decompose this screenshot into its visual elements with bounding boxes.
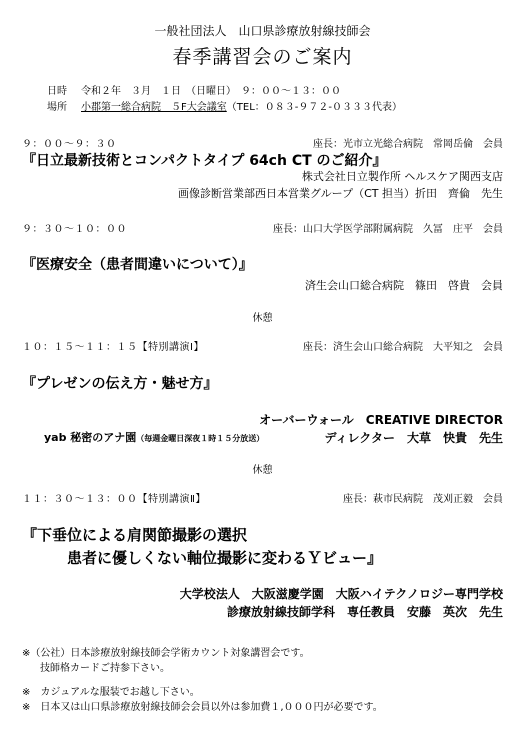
session-4-speaker-line: 診療放射線技師学科 専任教員 安藤 英次 先生 [226,605,503,619]
session-3-speaker-name: ディレクター 大草 快貴 先生 [324,431,503,445]
session-4-title-line: 患者に優しくない軸位撮影に変わるＹビュー』 [67,549,383,567]
session-1-chair: 座長：光市立光総合病院 常岡岳倫 会員 [313,139,503,150]
session-3-title: 『プレゼンの伝え方・魅せ方』 [22,376,218,392]
note-item: 技師格カードご持参下さい。 [40,663,170,674]
session-2-speaker-line: 済生会山口総合病院 篠田 啓貴 会員 [305,279,503,292]
note-item: ※ カジュアルな服装でお越し下さい。 [22,687,200,698]
session-3-program-name [44,429,264,445]
session-3-speaker-line: オーバーウォール CREATIVE DIRECTOR [259,413,503,427]
date-value: 令和２年 ３月 １日 （日曜日） ９：００～１３：００ [81,86,341,97]
break-label: 休憩 [252,465,273,476]
note-item: ※（公社）日本診療放射線技師会学術カウント対象講習会です。 [22,648,310,659]
program-name: yab 秘密のアナ園 [44,431,137,444]
venue-tel: （TEL：０８３-９７２-０３３３代表） [226,102,402,113]
organization-name: 一般社団法人 山口県診療放射線技師会 [154,24,371,38]
session-1-title: 『日立最新技術とコンパクトタイプ 64ch CT のご紹介』 [22,153,387,169]
session-1-speaker-line: 株式会社日立製作所 ヘルスケア関西支店 [301,170,503,183]
program-airtime: （毎週金曜日深夜１時１５分放送） [136,434,265,443]
session-2-chair: 座長：山口大学医学部附属病院 久冨 庄平 会員 [273,224,503,235]
session-3-time: １０：１５～１１：１５【特別講演Ⅰ】 [22,342,204,353]
session-4-speaker-line: 大学校法人 大阪滋慶学園 大阪ハイテクノロジー専門学校 [179,587,503,601]
note-item: ※ 日本又は山口県診療放射線技師会会員以外は参加費１,０００円が必要です。 [22,702,383,713]
date-label: 日時 [47,86,67,97]
event-date-row [47,82,341,97]
session-2-time: ９：３０～１０：００ [22,224,127,235]
break-label: 休憩 [252,313,273,324]
session-2-title: 『医療安全（患者間違いについて）』 [22,257,253,273]
session-3-chair: 座長：済生会山口総合病院 大平知之 会員 [303,342,503,353]
venue-name: 小郡第一総合病院 ５F大会議室 [81,102,227,113]
session-4-title-line: 『下垂位による肩関節撮影の選択 [22,526,248,544]
session-1-time: ９：００～９：３０ [22,139,117,150]
event-venue-row [47,98,402,113]
session-1-speaker-line: 画像診断営業部西日本営業グループ（CT 担当）折田 齊倫 先生 [177,187,503,200]
session-4-chair: 座長：萩市民病院 茂刈正毅 会員 [343,494,503,505]
session-4-time: １１：３０～１３：００【特別講演Ⅱ】 [22,494,206,505]
page-title: 春季講習会のご案内 [172,46,353,68]
venue-label: 場所 [47,102,67,113]
